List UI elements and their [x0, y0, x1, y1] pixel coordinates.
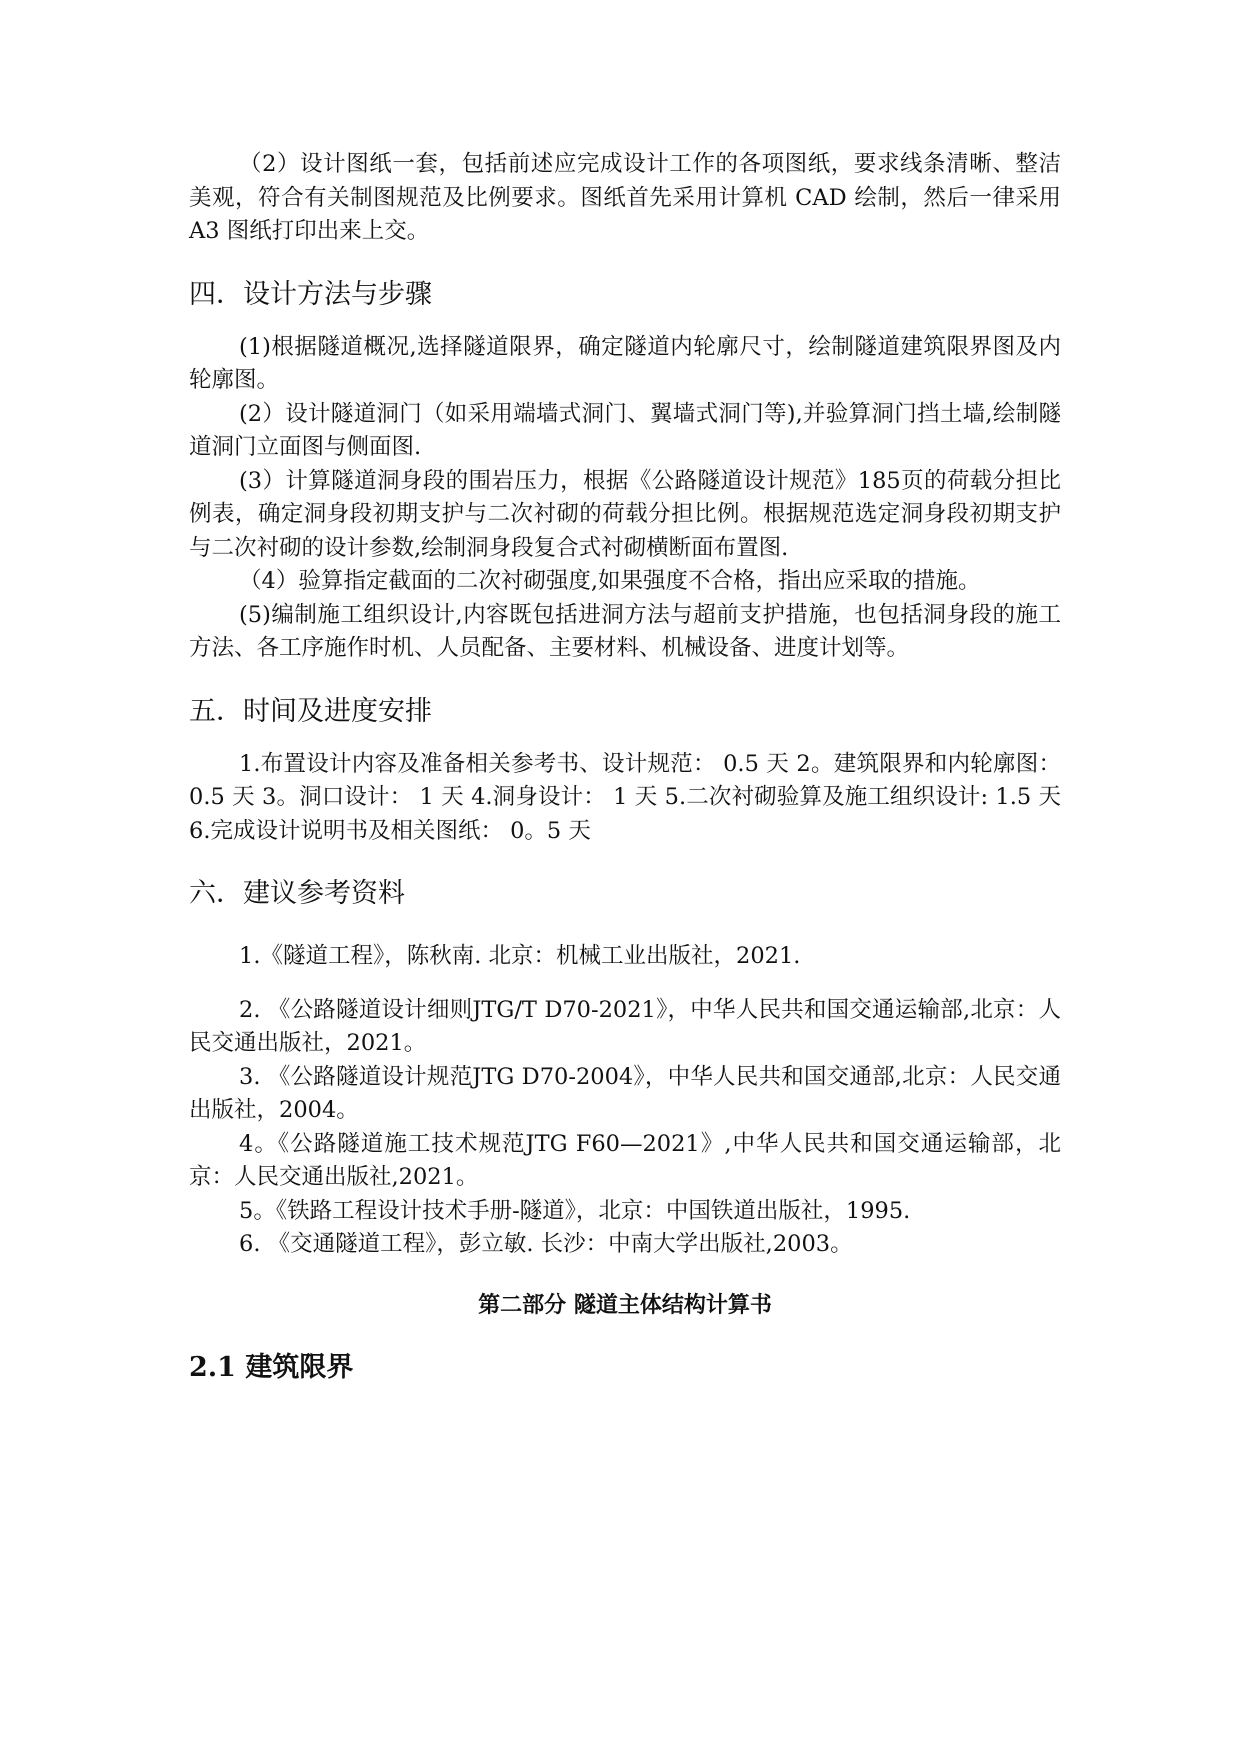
page-content — [189, 148, 1061, 1386]
section-2-1-heading: 2.1 建筑限界 — [189, 1351, 354, 1383]
reference-item-4: 4。《公路隧道施工技术规范JTG F60—2021》,中华人民共和国交通运输部，北京：人民交通出版社,2021。 — [189, 1130, 1061, 1190]
section-4-item-2: (2）设计隧道洞门（如采用端墙式洞门、翼墙式洞门等),并验算洞门挡土墙,绘制隧道洞门立面图与侧面图. — [189, 400, 1061, 460]
intro-paragraph-2: （2）设计图纸一套，包括前述应完成设计工作的各项图纸，要求线条清晰、整洁美观，符合有关制图规范及比例要求。图纸首先采用计算机 CAD 绘制，然后一律采用 A3 图纸打印出来上交。 — [189, 151, 1061, 244]
schedule-paragraph: 1.布置设计内容及准备相关参考书、设计规范： 0.5 天 2。建筑限界和内轮廓图： 0.5 天 3。洞口设计： 1 天 4.洞身设计： 1 天 5.二次衬砌验算及施工组织设计: 1.5 天 6.完成设计说明书及相关图纸： 0。5 天 — [189, 750, 1061, 844]
reference-item-2: 2. 《公路隧道设计细则JTG/T D70-2021》，中华人民共和国交通运输部,北京：人民交通出版社，2021。 — [189, 996, 1061, 1056]
reference-item-6: 6. 《交通隧道工程》，彭立敏. 长沙：中南大学出版社,2003。 — [239, 1231, 853, 1257]
section-4-item-5: (5)编制施工组织设计,内容既包括进洞方法与超前支护措施，也包括洞身段的施工方法、各工序施作时机、人员配备、主要材料、机械设备、进度计划等。 — [189, 601, 1061, 661]
section-4-item-4: （4）验算指定截面的二次衬砌强度,如果强度不合格，指出应采取的措施。 — [239, 568, 981, 594]
part-2-title: 第二部分 隧道主体结构计算书 — [478, 1292, 772, 1318]
section-5-heading: 五．时间及进度安排 — [189, 695, 432, 727]
section-4-heading: 四．设计方法与步骤 — [189, 278, 432, 310]
reference-item-1: 1.《隧道工程》，陈秋南. 北京：机械工业出版社，2021. — [239, 943, 801, 969]
section-4-item-1: (1)根据隧道概况,选择隧道限界，确定隧道内轮廓尺寸，绘制隧道建筑限界图及内轮廓图。 — [189, 333, 1061, 393]
reference-item-3: 3. 《公路隧道设计规范JTG D70-2004》，中华人民共和国交通部,北京：人民交通出版社，2004。 — [189, 1063, 1061, 1123]
reference-item-5: 5。《铁路工程设计技术手册-隧道》，北京：中国铁道出版社，1995. — [239, 1197, 911, 1224]
section-6-heading: 六．建议参考资料 — [189, 878, 405, 909]
section-4-item-3: (3）计算隧道洞身段的围岩压力，根据《公路隧道设计规范》185页的荷载分担比例表，确定洞身段初期支护与二次衬砌的荷载分担比例。根据规范选定洞身段初期支护与二次衬砌的设计参数,绘制洞身段复合式衬砌横断面布置图. — [189, 467, 1061, 561]
